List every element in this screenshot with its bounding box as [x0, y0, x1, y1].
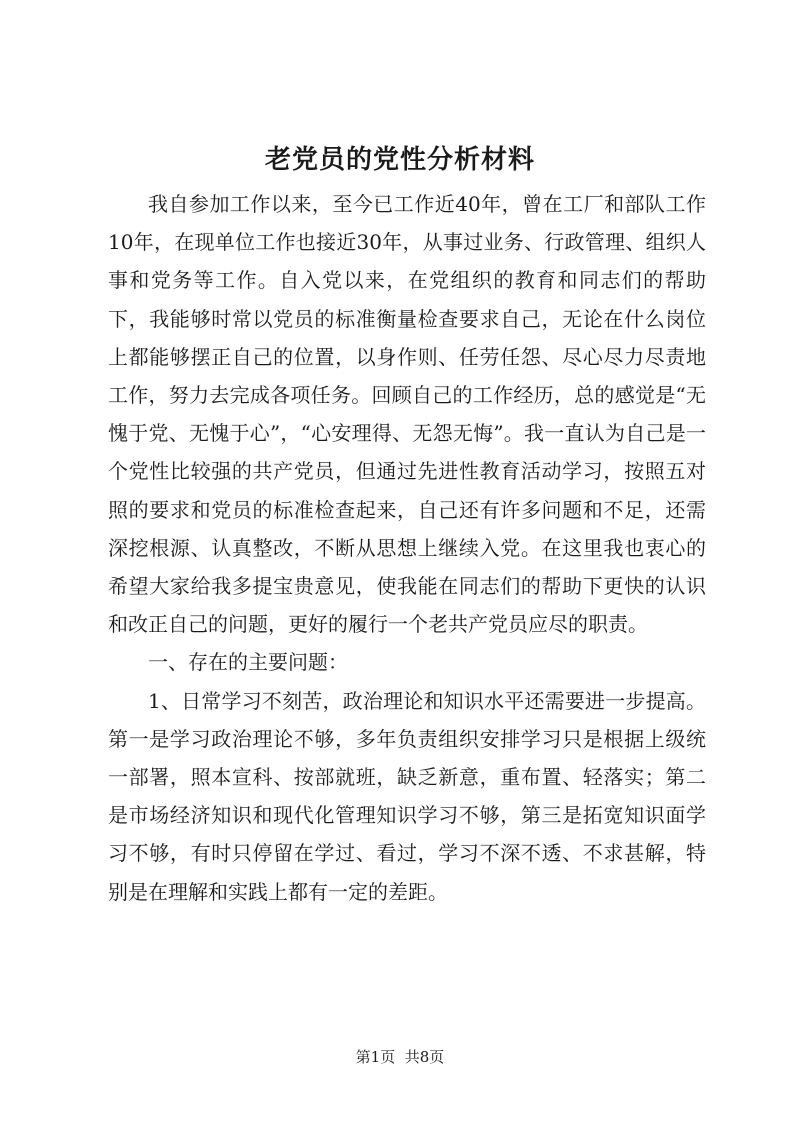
document-title: 老党员的党性分析材料 [264, 145, 535, 175]
document-body [108, 185, 706, 911]
section-heading-main-problems: 一、存在的主要问题： [148, 650, 348, 675]
page-footer [0, 1046, 800, 1068]
page-number: 第1页 [355, 1048, 396, 1066]
paragraph-intro: 我自参加工作以来，至今已工作近40年，曾在工厂和部队工作10年，在现单位工作也接近30年，从事过业务、行政管理、组织人事和党务等工作。自入党以来，在党组织的教育和同志们的帮助下，我能够时常以党员的标准衡量检查要求自己，无论在什么岗位上都能够摆正自己的位置，以身作则、任劳任怨、尽心尽力尽责地工作，努力去完成各项任务。回顾自己的工作经历，总的感觉是“无愧于党、无愧于心”，“心安理得、无怨无悔”。我一直认为自己是一个党性比较强的共产党员，但通过先进性教育活动学习，按照五对照的要求和党员的标准检查起来，自己还有许多问题和不足，还需深挖根源、认真整改，不断从思想上继续入党。在这里我也衷心的希望大家给我多提宝贵意见，使我能在同志们的帮助下更快的认识和改正自己的问题，更好的履行一个老共产党员应尽的职责。 [108, 192, 706, 637]
page-total: 共8页 [404, 1048, 445, 1066]
paragraph-problem-1: 1、日常学习不刻苦，政治理论和知识水平还需要进一步提高。第一是学习政治理论不够，多年负责组织安排学习只是根据上级统一部署，照本宣科、按部就班，缺乏新意，重布置、轻落实；第二是市场经济知识和现代化管理知识学习不够，第三是拓宽知识面学习不够，有时只停留在学过、看过，学习不深不透、不求甚解，特别是在理解和实践上都有一定的差距。 [108, 688, 706, 904]
